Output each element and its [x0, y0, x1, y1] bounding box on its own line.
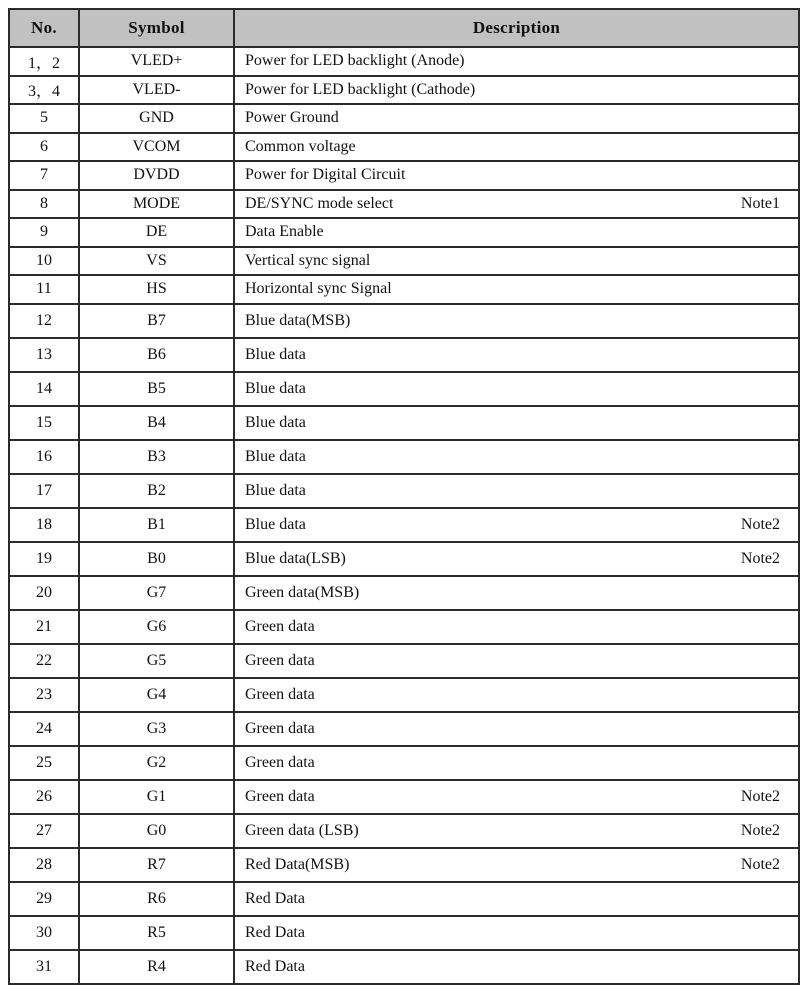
description-content: [235, 48, 798, 75]
pin-number-cell: [9, 218, 79, 247]
description-text: Blue data(MSB): [245, 311, 351, 329]
pin-symbol-cell: [79, 678, 234, 712]
pin-number-cell: [9, 678, 79, 712]
pin-number-cell: [9, 712, 79, 746]
description-text: Data Enable: [245, 223, 324, 241]
pin-symbol: VLED+: [130, 52, 183, 70]
pin-number: 26: [36, 787, 52, 805]
pin-symbol-cell: [79, 47, 234, 76]
table-row: [9, 542, 799, 576]
pin-symbol: B3: [147, 447, 166, 465]
pin-description-cell: [234, 406, 799, 440]
description-content: [235, 883, 798, 915]
pin-description-cell: [234, 190, 799, 219]
description-text: DE/SYNC mode select: [245, 194, 394, 212]
description-content: [235, 645, 798, 677]
pin-description-cell: [234, 133, 799, 162]
table-row: [9, 47, 799, 76]
pin-number-cell: [9, 190, 79, 219]
pin-symbol-cell: [79, 610, 234, 644]
pin-number: 1，2: [27, 54, 60, 72]
pin-number: 3，4: [27, 83, 60, 101]
pin-symbol-cell: [79, 76, 234, 105]
pin-symbol-cell: [79, 712, 234, 746]
table-row: [9, 247, 799, 276]
table-row: [9, 848, 799, 882]
pin-number: 25: [36, 753, 52, 771]
header-no: No.: [9, 9, 79, 47]
table-row: [9, 950, 799, 984]
table-row: [9, 508, 799, 542]
table-row: [9, 104, 799, 133]
description-content: [235, 543, 798, 575]
description-content: [235, 105, 798, 132]
pin-symbol-cell: [79, 848, 234, 882]
pin-symbol-cell: [79, 644, 234, 678]
description-content: [235, 191, 798, 218]
pin-number: 7: [40, 166, 48, 184]
pin-number: 27: [36, 821, 52, 839]
pin-symbol: B6: [147, 345, 166, 363]
table-row: [9, 406, 799, 440]
pin-symbol-cell: [79, 542, 234, 576]
pin-number-cell: [9, 474, 79, 508]
description-content: [235, 276, 798, 303]
pin-symbol: R5: [147, 923, 166, 941]
note-label: Note1: [740, 194, 780, 212]
note-label: Note2: [740, 821, 780, 839]
pin-number-cell: [9, 780, 79, 814]
description-content: [235, 509, 798, 541]
pin-number: 12: [36, 311, 52, 329]
pin-number: 16: [36, 447, 52, 465]
table-row: [9, 678, 799, 712]
description-text: Red Data: [245, 889, 305, 907]
pin-number: 23: [36, 685, 52, 703]
pin-number-cell: [9, 950, 79, 984]
pin-number: 24: [36, 719, 52, 737]
pin-description-cell: [234, 780, 799, 814]
table-row: [9, 218, 799, 247]
table-row: [9, 746, 799, 780]
description-text: Blue data: [245, 481, 306, 499]
description-text: Green data (LSB): [245, 821, 359, 839]
note-label: Note2: [740, 787, 780, 805]
pin-symbol: G4: [146, 685, 167, 703]
pin-symbol-cell: [79, 247, 234, 276]
pin-symbol-cell: [79, 882, 234, 916]
description-text: Green data: [245, 753, 315, 771]
pin-number: 13: [36, 345, 52, 363]
pin-symbol: B5: [147, 379, 166, 397]
table-row: [9, 76, 799, 105]
note-label: Note2: [740, 515, 780, 533]
pin-symbol: DVDD: [133, 166, 180, 184]
pin-number: 15: [36, 413, 52, 431]
description-content: [235, 917, 798, 949]
description-content: [235, 577, 798, 609]
table-row: [9, 882, 799, 916]
pin-description-cell: [234, 746, 799, 780]
pin-symbol: VLED-: [132, 80, 181, 98]
pin-number: 21: [36, 617, 52, 635]
note-label: Note2: [740, 855, 780, 873]
pin-symbol-cell: [79, 814, 234, 848]
description-text: Blue data(LSB): [245, 549, 346, 567]
description-content: [235, 248, 798, 275]
pin-symbol-cell: [79, 576, 234, 610]
pin-number-cell: [9, 406, 79, 440]
pin-description-cell: [234, 372, 799, 406]
pin-description-cell: [234, 338, 799, 372]
pin-symbol: G7: [146, 583, 167, 601]
pin-description-cell: [234, 304, 799, 338]
table-row: [9, 190, 799, 219]
pin-number-cell: [9, 304, 79, 338]
table-row: [9, 161, 799, 190]
pin-symbol-cell: [79, 440, 234, 474]
pin-number-cell: [9, 76, 79, 105]
table-row: [9, 780, 799, 814]
description-content: [235, 951, 798, 983]
pin-number-cell: [9, 47, 79, 76]
description-content: [235, 679, 798, 711]
description-text: Green data(MSB): [245, 583, 360, 601]
description-text: Blue data: [245, 345, 306, 363]
description-text: Green data: [245, 685, 315, 703]
pin-symbol: G1: [146, 787, 167, 805]
header-description: Description: [234, 9, 799, 47]
pin-description-cell: [234, 678, 799, 712]
note-label: Note2: [740, 549, 780, 567]
pin-description-cell: [234, 916, 799, 950]
description-content: [235, 339, 798, 371]
pin-description-table: [8, 8, 800, 985]
description-content: [235, 134, 798, 161]
table-row: [9, 712, 799, 746]
description-text: Blue data: [245, 515, 306, 533]
header-symbol: Symbol: [79, 9, 234, 47]
pin-symbol: B0: [147, 549, 166, 567]
pin-description-cell: [234, 712, 799, 746]
pin-symbol: G3: [146, 719, 167, 737]
pin-description-cell: [234, 218, 799, 247]
pin-number-cell: [9, 882, 79, 916]
pin-description-cell: [234, 161, 799, 190]
pin-symbol-cell: [79, 508, 234, 542]
pin-number-cell: [9, 338, 79, 372]
description-text: Green data: [245, 787, 315, 805]
pin-symbol: VS: [146, 251, 167, 269]
description-content: [235, 747, 798, 779]
description-text: Power for Digital Circuit: [245, 166, 406, 184]
pin-number: 9: [40, 223, 48, 241]
table-row: [9, 338, 799, 372]
description-text: Common voltage: [245, 137, 356, 155]
pin-number-cell: [9, 916, 79, 950]
pin-number: 10: [36, 251, 52, 269]
pin-description-cell: [234, 814, 799, 848]
pin-number: 31: [36, 957, 52, 975]
description-text: Power Ground: [245, 109, 339, 127]
pin-number-cell: [9, 610, 79, 644]
pin-number: 20: [36, 583, 52, 601]
pin-number: 14: [36, 379, 52, 397]
pin-number-cell: [9, 576, 79, 610]
pin-number-cell: [9, 542, 79, 576]
pin-symbol-cell: [79, 161, 234, 190]
pin-description-cell: [234, 644, 799, 678]
pin-symbol: G2: [146, 753, 167, 771]
pin-description-cell: [234, 247, 799, 276]
pin-symbol-cell: [79, 474, 234, 508]
description-text: Horizontal sync Signal: [245, 280, 392, 298]
description-text: Blue data: [245, 413, 306, 431]
table-row: [9, 644, 799, 678]
pin-number: 5: [40, 109, 48, 127]
pin-description-cell: [234, 76, 799, 105]
description-content: [235, 77, 798, 104]
pin-description-cell: [234, 610, 799, 644]
pin-symbol: G0: [146, 821, 167, 839]
description-text: Green data: [245, 719, 315, 737]
pin-description-cell: [234, 508, 799, 542]
table-row: [9, 610, 799, 644]
description-content: [235, 305, 798, 337]
pin-symbol-cell: [79, 304, 234, 338]
pin-number: 22: [36, 651, 52, 669]
pin-symbol: G6: [146, 617, 167, 635]
pin-number-cell: [9, 372, 79, 406]
description-text: Red Data: [245, 957, 305, 975]
description-content: [235, 815, 798, 847]
header-row: [9, 9, 799, 47]
pin-number-cell: [9, 275, 79, 304]
pin-symbol-cell: [79, 950, 234, 984]
pin-description-cell: [234, 882, 799, 916]
description-content: [235, 713, 798, 745]
description-text: Green data: [245, 617, 315, 635]
description-text: Green data: [245, 651, 315, 669]
table-row: [9, 440, 799, 474]
pin-symbol-cell: [79, 338, 234, 372]
pin-symbol: MODE: [132, 194, 181, 212]
pin-number-cell: [9, 104, 79, 133]
pin-description-cell: [234, 576, 799, 610]
description-content: [235, 162, 798, 189]
pin-number: 28: [36, 855, 52, 873]
description-text: Vertical sync signal: [245, 251, 371, 269]
pin-description-cell: [234, 440, 799, 474]
pin-symbol: B2: [147, 481, 166, 499]
pin-number: 8: [40, 194, 48, 212]
pin-description-cell: [234, 848, 799, 882]
table-row: [9, 916, 799, 950]
pin-symbol: G5: [146, 651, 167, 669]
pin-number-cell: [9, 746, 79, 780]
description-content: [235, 441, 798, 473]
table-row: [9, 275, 799, 304]
pin-symbol: HS: [146, 280, 167, 298]
table-row: [9, 474, 799, 508]
pin-symbol-cell: [79, 746, 234, 780]
table-row: [9, 304, 799, 338]
table-row: [9, 372, 799, 406]
description-text: Blue data: [245, 379, 306, 397]
pin-symbol: B7: [147, 311, 166, 329]
pin-symbol: GND: [139, 109, 174, 127]
pin-description-cell: [234, 275, 799, 304]
table-row: [9, 576, 799, 610]
pin-number: 29: [36, 889, 52, 907]
description-content: [235, 407, 798, 439]
pin-number-cell: [9, 848, 79, 882]
pin-description-cell: [234, 950, 799, 984]
pin-symbol: R7: [147, 855, 166, 873]
pin-description-cell: [234, 104, 799, 133]
pin-symbol-cell: [79, 916, 234, 950]
pin-description-cell: [234, 47, 799, 76]
pin-description-table-container: [8, 8, 800, 985]
pin-symbol-cell: [79, 133, 234, 162]
table-header: [9, 9, 799, 47]
pin-description-cell: [234, 474, 799, 508]
pin-number-cell: [9, 814, 79, 848]
description-content: [235, 373, 798, 405]
pin-number: 11: [36, 280, 52, 298]
pin-symbol: R4: [147, 957, 166, 975]
pin-symbol-cell: [79, 218, 234, 247]
pin-number-cell: [9, 161, 79, 190]
description-text: Power for LED backlight (Anode): [245, 52, 465, 70]
pin-number-cell: [9, 133, 79, 162]
pin-symbol-cell: [79, 406, 234, 440]
pin-symbol-cell: [79, 372, 234, 406]
pin-symbol: B1: [147, 515, 166, 533]
pin-symbol: R6: [147, 889, 166, 907]
pin-number: 17: [36, 481, 52, 499]
pin-symbol-cell: [79, 190, 234, 219]
pin-symbol-cell: [79, 780, 234, 814]
pin-number-cell: [9, 644, 79, 678]
description-text: Red Data(MSB): [245, 855, 350, 873]
pin-number: 30: [36, 923, 52, 941]
description-content: [235, 219, 798, 246]
table-row: [9, 814, 799, 848]
description-content: [235, 611, 798, 643]
pin-description-cell: [234, 542, 799, 576]
description-text: Red Data: [245, 923, 305, 941]
pin-number-cell: [9, 247, 79, 276]
pin-number-cell: [9, 508, 79, 542]
pin-symbol: B4: [147, 413, 166, 431]
pin-symbol-cell: [79, 104, 234, 133]
description-text: Blue data: [245, 447, 306, 465]
pin-number: 6: [40, 137, 48, 155]
description-content: [235, 475, 798, 507]
pin-symbol-cell: [79, 275, 234, 304]
table-body: [9, 47, 799, 984]
pin-symbol: VCOM: [132, 137, 181, 155]
pin-number-cell: [9, 440, 79, 474]
pin-symbol: DE: [145, 223, 168, 241]
table-row: [9, 133, 799, 162]
description-content: [235, 849, 798, 881]
pin-number: 19: [36, 549, 52, 567]
description-content: [235, 781, 798, 813]
pin-number: 18: [36, 515, 52, 533]
description-text: Power for LED backlight (Cathode): [245, 80, 476, 98]
